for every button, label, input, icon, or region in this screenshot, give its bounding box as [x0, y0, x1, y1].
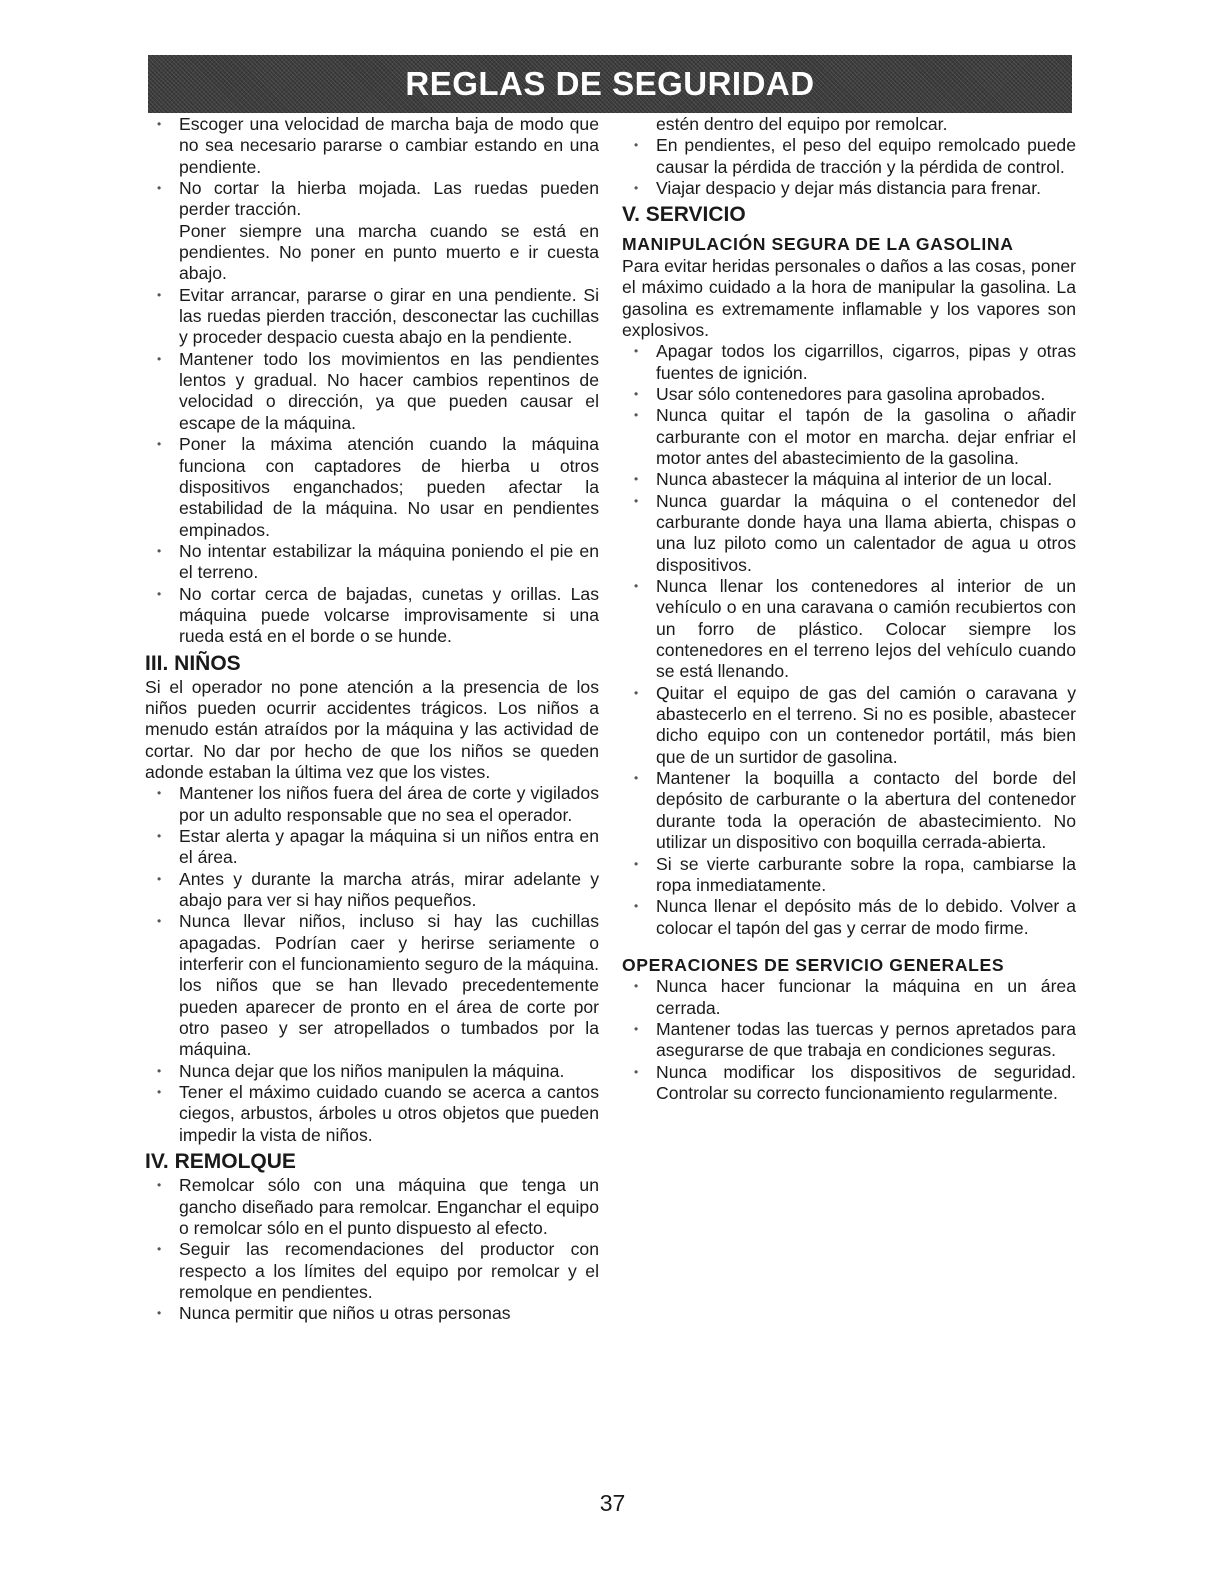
gasolina-list	[622, 341, 1076, 939]
list-item: • En pendientes, el peso del equipo remolcado puede causar la pérdida de tracción y la pérdida de control.	[622, 135, 1076, 178]
list-item: • Poner la máxima atención cuando la máquina funciona con captadores de hierba u otros dispositivos enganchados; pueden afectar la estabilidad de la máquina. No usar en pendientes empinados.	[145, 434, 599, 541]
list-item: • Nunca permitir que niños u otras personas	[145, 1303, 599, 1324]
list-item: • Antes y durante la marcha atrás, mirar adelante y abajo para ver si hay niños pequeños.	[145, 869, 599, 912]
list-item: • Viajar despacio y dejar más distancia para frenar.	[622, 178, 1076, 199]
section-banner	[148, 55, 1072, 113]
list-item: • No cortar cerca de bajadas, cunetas y orillas. Las máquina puede volcarse improvisamente si una rueda está en el borde o se hunde.	[145, 584, 599, 648]
list-item: • Remolcar sólo con una máquina que tenga un gancho diseñado para remolcar. Enganchar el equipo o remolcar sólo en el punto dispuesto al efecto.	[145, 1175, 599, 1239]
left-column	[145, 114, 599, 1325]
list-item: • Nunca abastecer la máquina al interior de un local.	[622, 469, 1076, 490]
slope-safety-list	[145, 114, 599, 648]
list-item: • No intentar estabilizar la máquina poniendo el pie en el terreno.	[145, 541, 599, 584]
section-heading-ninos: III. NIÑOS	[145, 651, 241, 675]
list-item-extra: Poner siempre una marcha cuando se está en pendientes. No poner en punto muerto e ir cuesta abajo.	[179, 220, 599, 284]
list-item: • Mantener todo los movimientos en las pendientes lentos y gradual. No hacer cambios repentinos de velocidad o dirección, ya que pueden causar el escape de la máquina.	[145, 349, 599, 434]
section-heading-servicio: V. SERVICIO	[622, 203, 746, 227]
generales-list	[622, 976, 1076, 1104]
list-item: • Nunca llenar el depósito más de lo debido. Volver a colocar el tapón del gas y cerrar de modo firme.	[622, 896, 1076, 939]
list-item: • Nunca dejar que los niños manipulen la máquina.	[145, 1061, 599, 1082]
section-heading-remolque: IV. REMOLQUE	[145, 1150, 296, 1174]
remolque-continued-list	[622, 114, 1076, 199]
page-title: REGLAS DE SEGURIDAD	[405, 65, 815, 102]
list-item: • Nunca llevar niños, incluso si hay las cuchillas apagadas. Podrían caer y herirse seriamente o interferir con el funcionamiento seguro de la máquina. los niños que se han llevado precedentemente pueden aparecer de pronto en el área de corte por otro paseo y ser atropellados o tumbados por la máquina.	[145, 911, 599, 1060]
list-item: • Quitar el equipo de gas del camión o caravana y abastecerlo en el terreno. Si no es posible, abastecer dicho equipo con un contenedor portátil, más bien que de un surtidor de gasolina.	[622, 683, 1076, 768]
ninos-list	[145, 783, 599, 1146]
subheading-generales: OPERACIONES DE SERVICIO GENERALES	[622, 954, 1005, 975]
remolque-list	[145, 1175, 599, 1324]
list-item-text: No cortar la hierba mojada. Las ruedas pueden perder tracción.	[179, 178, 599, 220]
list-item: • Tener el máximo cuidado cuando se acerca a cantos ciegos, arbustos, árboles u otros objetos que pueden impedir la vista de niños.	[145, 1082, 599, 1146]
right-column	[622, 114, 1076, 1104]
continuation-text: estén dentro del equipo por remolcar.	[656, 114, 948, 134]
list-item: • Nunca hacer funcionar la máquina en un área cerrada.	[622, 976, 1076, 1019]
list-item: • Evitar arrancar, pararse o girar en una pendiente. Si las ruedas pierden tracción, desconectar las cuchillas y proceder despacio cuesta abajo en la pendiente.	[145, 285, 599, 349]
list-item	[145, 178, 599, 285]
list-item: • Mantener todas las tuercas y pernos apretados para asegurarse de que trabaja en condiciones seguras.	[622, 1019, 1076, 1062]
page-number: 37	[599, 1490, 626, 1516]
list-item: • Seguir las recomendaciones del productor con respecto a los límites del equipo por remolcar y el remolque en pendientes.	[145, 1239, 599, 1303]
list-item: • Nunca llenar los contenedores al interior de un vehículo o en una caravana o camión recubiertos con un forro de plástico. Colocar siempre los contenedores en el terreno lejos del vehículo cuando se está llenando.	[622, 576, 1076, 683]
subheading-gasolina: MANIPULACIÓN SEGURA DE LA GASOLINA	[622, 234, 1014, 255]
list-item: • Estar alerta y apagar la máquina si un niños entra en el área.	[145, 826, 599, 869]
list-item-continuation	[622, 114, 1076, 135]
list-item: • Escoger una velocidad de marcha baja de modo que no sea necesario pararse o cambiar estando en una pendiente.	[145, 114, 599, 178]
gasolina-paragraph: Para evitar heridas personales o daños a las cosas, poner el máximo cuidado a la hora de manipular la gasolina. La gasolina es extremamente inflamable y los vapores son explosivos.	[622, 255, 1076, 340]
list-item: • Nunca guardar la máquina o el contenedor del carburante donde haya una llama abierta, chispas o una luz piloto como un calentador de agua u otros dispositivos.	[622, 491, 1076, 576]
list-item: • Nunca modificar los dispositivos de seguridad. Controlar su correcto funcionamiento regularmente.	[622, 1062, 1076, 1105]
list-item: • Nunca quitar el tapón de la gasolina o añadir carburante con el motor en marcha. dejar enfriar el motor antes del abastecimiento de la gasolina.	[622, 405, 1076, 469]
list-item: • Mantener la boquilla a contacto del borde del depósito de carburante o la abertura del contenedor durante toda la operación de abastecimiento. No utilizar un dispositivo con boquilla cerrada-abierta.	[622, 768, 1076, 853]
list-item: • Apagar todos los cigarrillos, cigarros, pipas y otras fuentes de ignición.	[622, 341, 1076, 384]
ninos-paragraph: Si el operador no pone atención a la presencia de los niños pueden ocurrir accidentes trágicos. Los niños a menudo están atraídos por la máquina y las actividad de cortar. No dar por hecho de que los niños se queden adonde estaban la última vez que los vistes.	[145, 676, 599, 782]
list-item: • Mantener los niños fuera del área de corte y vigilados por un adulto responsable que no sea el operador.	[145, 783, 599, 826]
list-item: • Usar sólo contenedores para gasolina aprobados.	[622, 384, 1076, 405]
list-item: • Si se vierte carburante sobre la ropa, cambiarse la ropa inmediatamente.	[622, 854, 1076, 897]
